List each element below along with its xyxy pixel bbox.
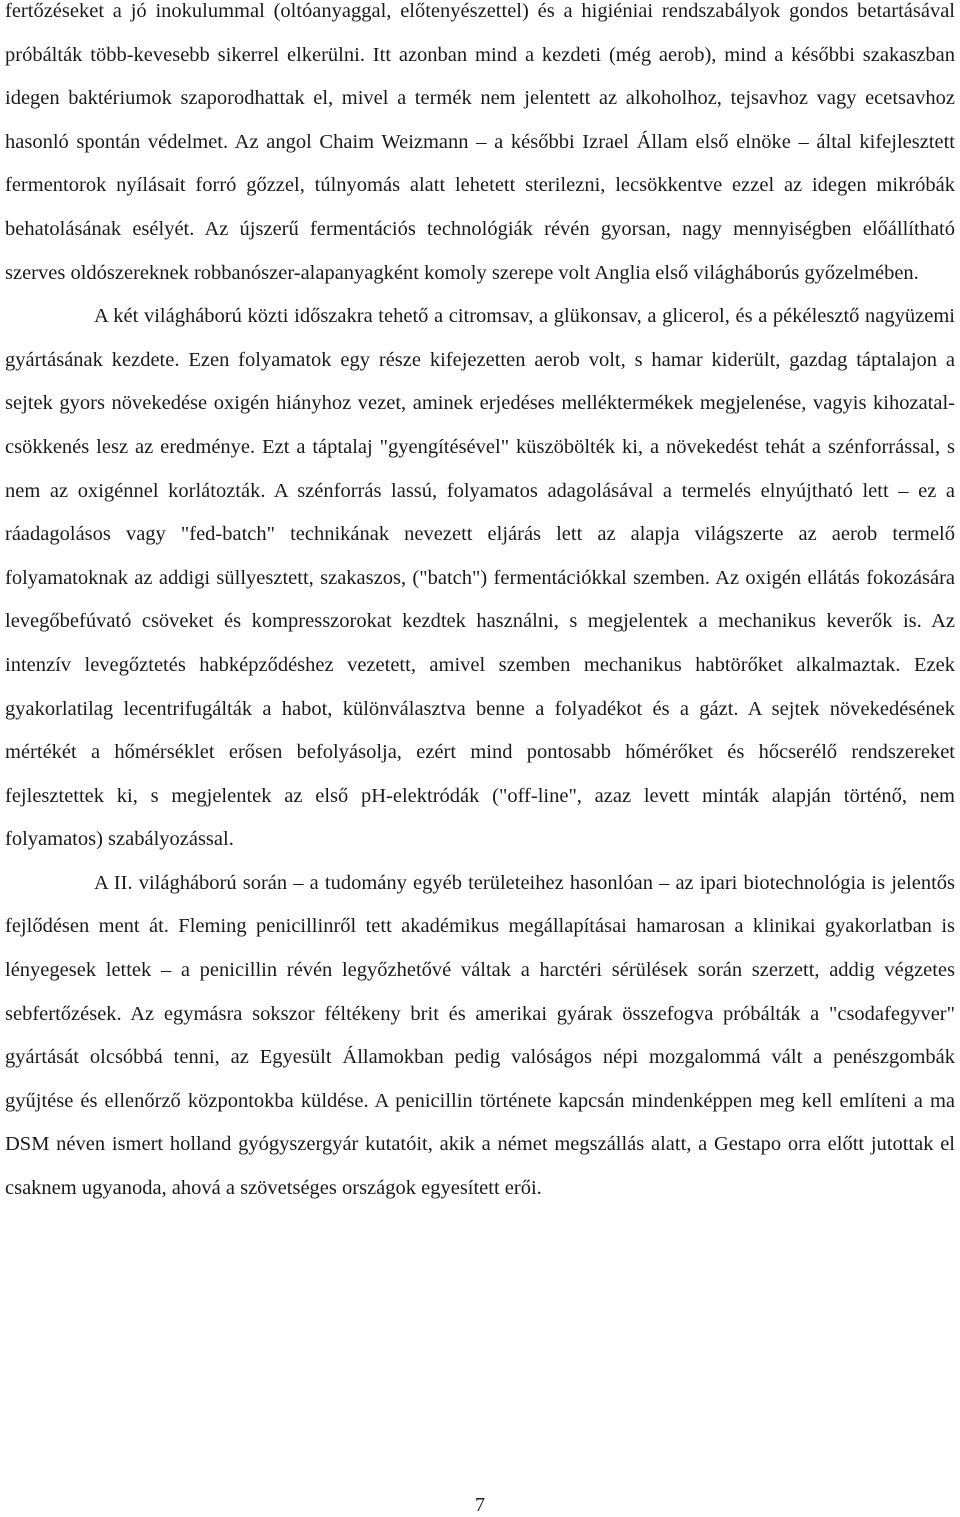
paragraph-3: A II. világháború során – a tudomány egyéb területeihez hasonlóan – az ipari biotechnológia is jelentős fejlődésen ment át. Fleming penicillinről tett akadémikus megállapításai hamarosan a klinikai gyakorlatban is lényegesek lettek – a penicillin révén legyőzhetővé váltak a harctéri sérülések során szerzett, addig végzetes sebfertőzések. Az egymásra sokszor féltékeny brit és amerikai gyárak összefogva próbálták a "csodafegyver" gyártását olcsóbbá tenni, az Egyesült Államokban pedig valóságos népi mozgalommá vált a penészgombák gyűjtése és ellenőrző központokba küldése. A penicillin története kapcsán mindenképpen meg kell említeni a ma DSM néven ismert holland gyógyszergyár kutatóit, akik a német megszállás alatt, a Gestapo orra előtt jutottak el csaknem ugyanoda, ahová a szövetséges országok egyesített erői.	[5, 871, 955, 1200]
body-text	[5, 0, 955, 1211]
page-number: 7	[475, 1494, 485, 1516]
paragraph-1: fertőzéseket a jó inokulummal (oltóanyaggal, előtenyészettel) és a higiéniai rendszabályok gondos betartásával próbálták több-kevesebb sikerrel elkerülni. Itt azonban mind a kezdeti (még aerob), mind a későbbi szakaszban idegen baktériumok szaporodhattak el, mivel a termék nem jelentett az alkoholhoz, tejsavhoz vagy ecetsavhoz hasonló spontán védelmet. Az angol Chaim Weizmann – a későbbi Izrael Állam első elnöke – által kifejlesztett fermentorok nyílásait forró gőzzel, túlnyomás alatt lehetett sterilezni, lecsökkentve ezzel az idegen mikróbák behatolásának esélyét. Az újszerű fermentációs technológiák révén gyorsan, nagy mennyiségben előállítható szerves oldószereknek robbanószer-alapanyagként komoly szerepe volt Anglia első világháborús győzelmében.	[5, 0, 955, 284]
paragraph-2: A két világháború közti időszakra tehető a citromsav, a glükonsav, a glicerol, és a pékélesztő nagyüzemi gyártásának kezdete. Ezen folyamatok egy része kifejezetten aerob volt, s hamar kiderült, gazdag táptalajon a sejtek gyors növekedése oxigén hiányhoz vezet, aminek erjedéses melléktermékek megjelenése, vagyis kihozatal-csökkenés lesz az eredménye. Ezt a táptalaj "gyengítésével" küszöbölték ki, a növekedést tehát a szénforrással, s nem az oxigénnel korlátozták. A szénforrás lassú, folyamatos adagolásával a termelés elnyújtható lett – ez a ráadagolásos vagy "fed-batch" technikának nevezett eljárás lett az alapja világszerte az aerob termelő folyamatoknak az addigi süllyesztett, szakaszos, ("batch") fermentációkkal szemben. Az oxigén ellátás fokozására levegőbefúvató csöveket és kompresszorokat kezdtek használni, s megjelentek a mechanikus keverők is. Az intenzív levegőztetés habképződéshez vezetett, amivel szemben mechanikus habtörőket alkalmaztak. Ezek gyakorlatilag lecentrifugálták a habot, különválasztva benne a folyadékot és a gázt. A sejtek növekedésének mértékét a hőmérséklet erősen befolyásolja, ezért mind pontosabb hőmérőket és hőcserélő rendszereket fejlesztettek ki, s megjelentek az első pH-elektródák ("off-line", azaz levett minták alapján történő, nem folyamatos) szabályozással.	[5, 305, 955, 851]
